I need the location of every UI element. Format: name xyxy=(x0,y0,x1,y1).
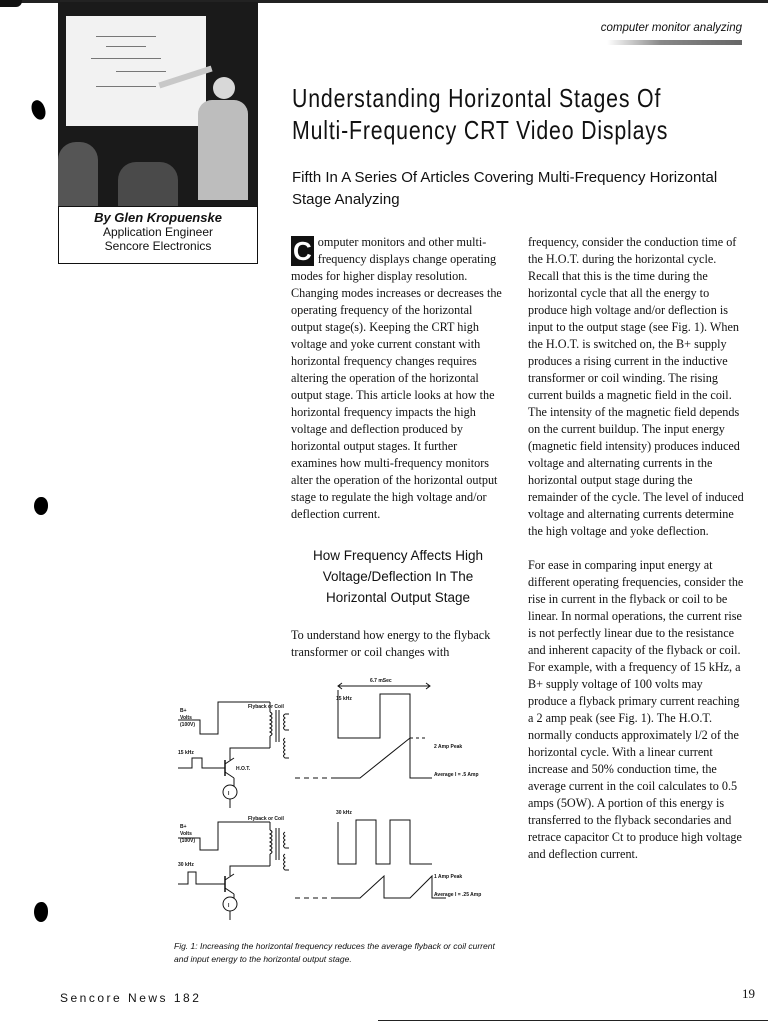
comparison-paragraph: For ease in comparing input energy at different operating frequencies, consider the rise in current in the flyback or coil to be linear. In normal operations, the current rise is not perfectly linear due to the resistance and inherent capacity of the flyback or coil. For example, with a frequency of 15 kHz, a B+ supply voltage of 100 volts may produce a flyback primary current reaching a 2 amp peak (see Fig. 1). The H.O.T. normally conducts approximately l/2 of the horizontal cycle. With a linear current increase and 50% conduction time, the average current in the coil calculates to 0.5 amps (5OW). A portion of this energy is transferred to the flyback secondaries and retrace capacitor Ct to produce high voltage and deflection current. xyxy=(528,558,744,861)
bplus-lower-3: (100V) xyxy=(180,838,196,844)
bplus-lower-1: B+ xyxy=(180,824,187,830)
title-line-1: Understanding Horizontal Stages Of xyxy=(292,83,662,113)
freq-label-30khz: 30 kHz xyxy=(336,810,352,816)
conduction-paragraph: frequency, consider the conduction time of the H.O.T. during the horizontal cycle. Recall that this is the time during the horizontal cycle that all the energy to produce high voltage and/or deflection is input to the output stage (see Fig. 1). When the H.O.T. is switched on, the B+ supply produces a rising current in the inductive transformer or coil winding. The rising current builds a magnetic field in the coil. The intensity of the magnetic field depends on the current buildup. The input energy (magnetic field intensity) produces induced voltage and alternating currents in the horizontal output stage during the remainder of the cycle. The level of induced voltage and alternating currents determine the high voltage and yoke deflection. xyxy=(528,235,744,538)
binder-hole-mark xyxy=(34,497,48,515)
ramp-30khz xyxy=(335,876,446,898)
meter-symbol-upper: I xyxy=(228,791,230,797)
title-line-2: Multi-Frequency CRT Video Displays xyxy=(292,115,669,145)
peak-label-upper: 2 Amp Peak xyxy=(434,744,463,750)
hot-label: H.O.T. xyxy=(236,766,251,772)
bottom-rule xyxy=(378,1020,768,1021)
period-label: 6.7 mSec xyxy=(370,678,392,684)
page-number: 19 xyxy=(742,986,755,1001)
corner-mark xyxy=(0,0,22,7)
section-subhead: How Frequency Affects High Voltage/Deflection In The Horizontal Output Stage xyxy=(312,548,484,605)
freq-label-15khz: 15 kHz xyxy=(336,696,352,702)
input-label-upper: 15 kHz xyxy=(178,750,194,756)
author-role: Application Engineer xyxy=(102,225,214,239)
intro-paragraph xyxy=(291,234,503,523)
author-name: By Glen Kropuenske xyxy=(94,210,222,225)
meter-symbol-lower: I xyxy=(228,903,230,909)
avg-label-lower: Average I = .25 Amp xyxy=(434,892,482,898)
bplus-upper-2: Volts xyxy=(180,715,192,721)
waveform-30khz xyxy=(338,820,432,864)
peak-label-lower: 1 Amp Peak xyxy=(434,874,463,880)
intro-text: omputer monitors and other multi-frequency displays change operating modes for higher display resolution. Changing modes increases or decreases the operating frequency of the horizontal output stage(s). Keeping the CRT high voltage and yoke current constant with horizontal frequency changes requires altering the operation of the horizontal output stage. This article looks at how the horizontal frequency impacts the high voltage and deflection produced by horizontal output stages. It further examines how multi-frequency monitors alter the operation of the horizontal output stage to regulate the high voltage and/or deflection current. xyxy=(291,235,502,521)
figure-1-schematic xyxy=(170,672,510,922)
article-title xyxy=(292,82,718,146)
current-meter-lower xyxy=(223,897,237,911)
drop-cap: C xyxy=(293,236,312,266)
coil-label-upper: Flyback or Coil xyxy=(248,704,284,710)
primary-coil-lower xyxy=(270,822,272,866)
current-meter-upper xyxy=(223,785,237,799)
figure-caption: Fig. 1: Increasing the horizontal frequency reduces the average flyback or coil current and input energy to the horizontal output stage. xyxy=(174,941,495,964)
energy-paragraph: To understand how energy to the flyback transformer or coil changes with xyxy=(291,628,491,659)
byline xyxy=(58,206,258,264)
binder-hole-mark xyxy=(29,98,48,121)
coil-label-lower: Flyback or Coil xyxy=(248,816,284,822)
column-2 xyxy=(528,234,744,863)
article-subtitle: Fifth In A Series Of Articles Covering Multi-Frequency Horizontal Stage Analyzing xyxy=(292,169,718,208)
ramp-15khz xyxy=(335,738,432,778)
bplus-upper-1: B+ xyxy=(180,708,187,714)
author-company: Sencore Electronics xyxy=(104,239,212,253)
bplus-lower-2: Volts xyxy=(180,831,192,837)
column-1 xyxy=(291,234,503,523)
binder-hole-mark xyxy=(34,902,48,922)
bplus-upper-3: (100V) xyxy=(180,722,196,728)
section-tag: computer monitor analyzing xyxy=(600,22,742,34)
input-label-lower: 30 kHz xyxy=(178,862,194,868)
projection-screen xyxy=(66,16,206,126)
publication-footer: Sencore News 182 xyxy=(60,991,202,1005)
avg-label-upper: Average I = .5 Amp xyxy=(434,772,479,778)
author-photo xyxy=(58,2,258,206)
section-tag-bar xyxy=(607,40,742,45)
